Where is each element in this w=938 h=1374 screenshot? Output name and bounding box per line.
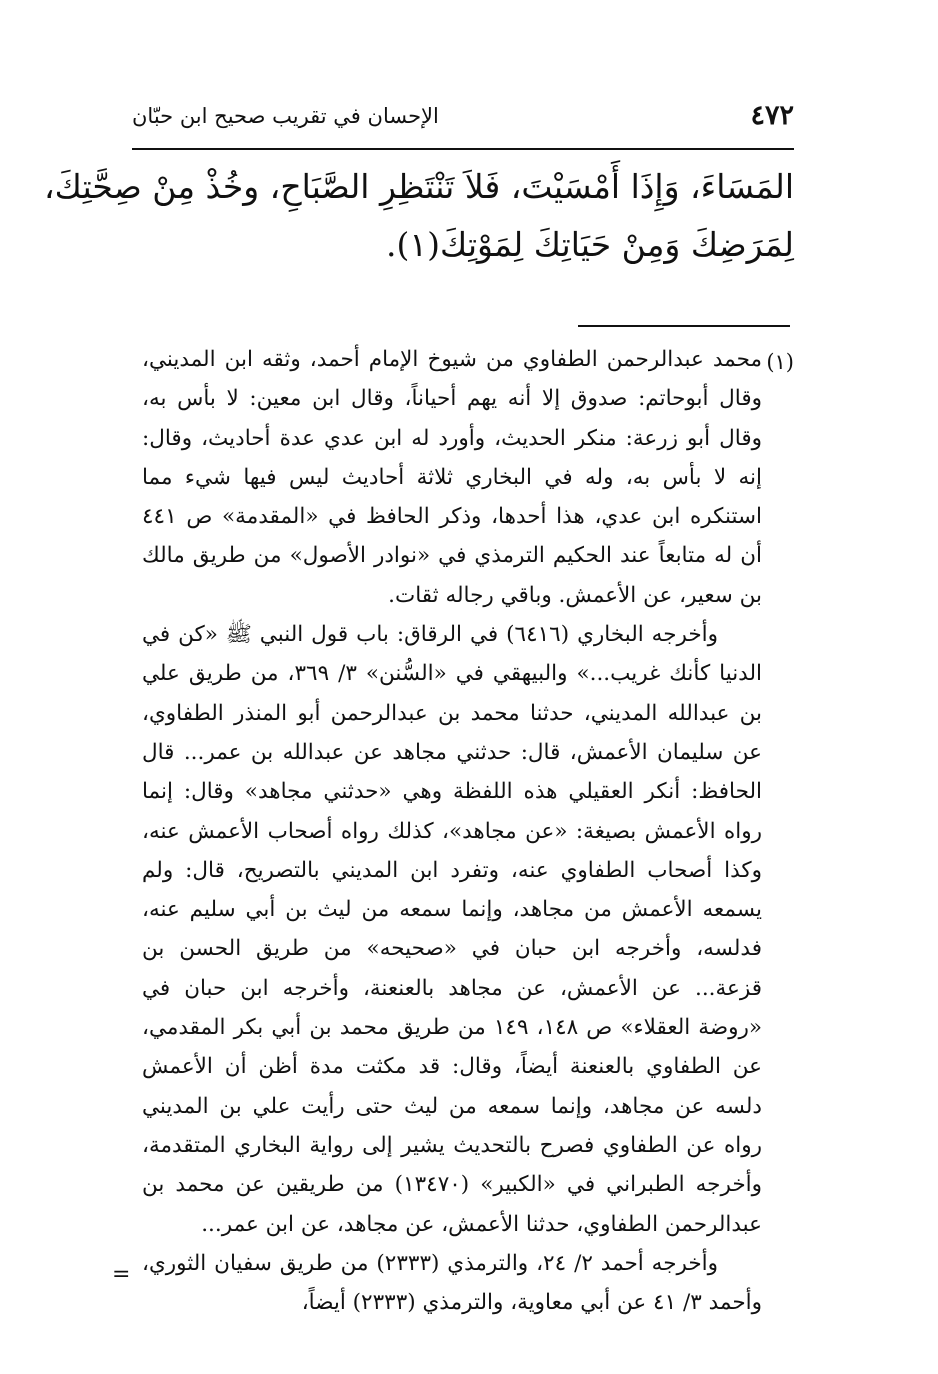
main-text (44, 158, 794, 274)
footnote-separator (578, 325, 790, 327)
page-header (132, 100, 794, 140)
footnote-paragraph: محمد عبدالرحمن الطفاوي من شيوخ الإمام أحمد، وثقه ابن المديني، وقال أبوحاتم: صدوق إلا أنه يهم أحياناً، وقال ابن معين: لا بأس به، وقال أبو زرعة: منكر الحديث، وأورد له ابن عدي عدة أحاديث، وقال: إنه لا بأس به، وله في البخاري ثلاثة أحاديث ليس فيها شيء مما استنكره ابن عدي، هذا أحدها، وذكر الحافظ في «المقدمة» ص ٤٤١ أن له متابعاً عند الحكيم الترمذي في «نوادر الأصول» من طريق مالك بن سعير، عن الأعمش. وباقي رجاله ثقات. (142, 347, 762, 608)
main-text-line: لِمَرَضِكَ وَمِنْ حَيَاتِكَ لِمَوْتِكَ(١). (386, 225, 794, 264)
footnote-paragraph: وأخرجه البخاري (٦٤١٦) في الرقاق: باب قول النبي ﷺ «كن في الدنيا كأنك غريب...» والبيهقي في «السُّنن» ٣/ ٣٦٩، من طريق علي بن عبدالله المديني، حدثنا محمد بن عبدالرحمن أبو المنذر الطفاوي، عن سليمان الأعمش، قال: حدثني مجاهد عن عبدالله بن عمر... قال الحافظ: أنكر العقيلي هذه اللفظة وهي «حدثني مجاهد» وقال: إنما رواه الأعمش بصيغة: «عن مجاهد»، كذلك رواه أصحاب الأعمش عنه، وكذا أصحاب الطفاوي عنه، وتفرد ابن المديني بالتصريح، قال: ولم يسمعه الأعمش من مجاهد، وإنما سمعه من ليث بن أبي سليم عنه، فدلسه، وأخرجه ابن حبان في «صحيحه» من طريق الحسن بن قزعة... عن الأعمش، عن مجاهد بالعنعنة، وأخرجه ابن حبان في «روضة العقلاء» ص ١٤٨، ١٤٩ من طريق محمد بن أبي بكر المقدمي، عن الطفاوي بالعنعنة أيضاً، وقال: قد مكثت مدة أظن أن الأعمش دلسه عن مجاهد، وإنما سمعه من ليث حتى رأيت علي بن المديني رواه عن الطفاوي فصرح بالتحديث يشير إلى رواية البخاري المتقدمة، وأخرجه الطبراني في «الكبير» (١٣٤٧٠) من طريقين عن محمد بن عبدالرحمن الطفاوي، حدثنا الأعمش، عن مجاهد، عن ابن عمر... (142, 622, 763, 1237)
header-rule (132, 148, 794, 150)
running-title: الإحسان في تقريب صحيح ابن حبّان (132, 104, 439, 128)
main-text-line: المَسَاءَ، وَإِذَا أَمْسَيْتَ، فَلاَ تَنْتَظِرِ الصَّبَاحِ، وخُذْ مِنْ صِحَّتِكَ، (44, 167, 794, 206)
footnote-body (142, 340, 762, 1322)
continuation-mark: = (112, 1262, 131, 1287)
footnote-marker: (١) (766, 350, 794, 374)
page-number: ٤٧٢ (750, 100, 794, 131)
footnote-paragraph: وأخرجه أحمد ٢/ ٢٤، والترمذي (٢٣٣٣) من طريق سفيان الثوري، وأحمد ٣/ ٤١ عن أبي معاوية، والترمذي (٢٣٣٣) أيضاً، (142, 1250, 762, 1316)
